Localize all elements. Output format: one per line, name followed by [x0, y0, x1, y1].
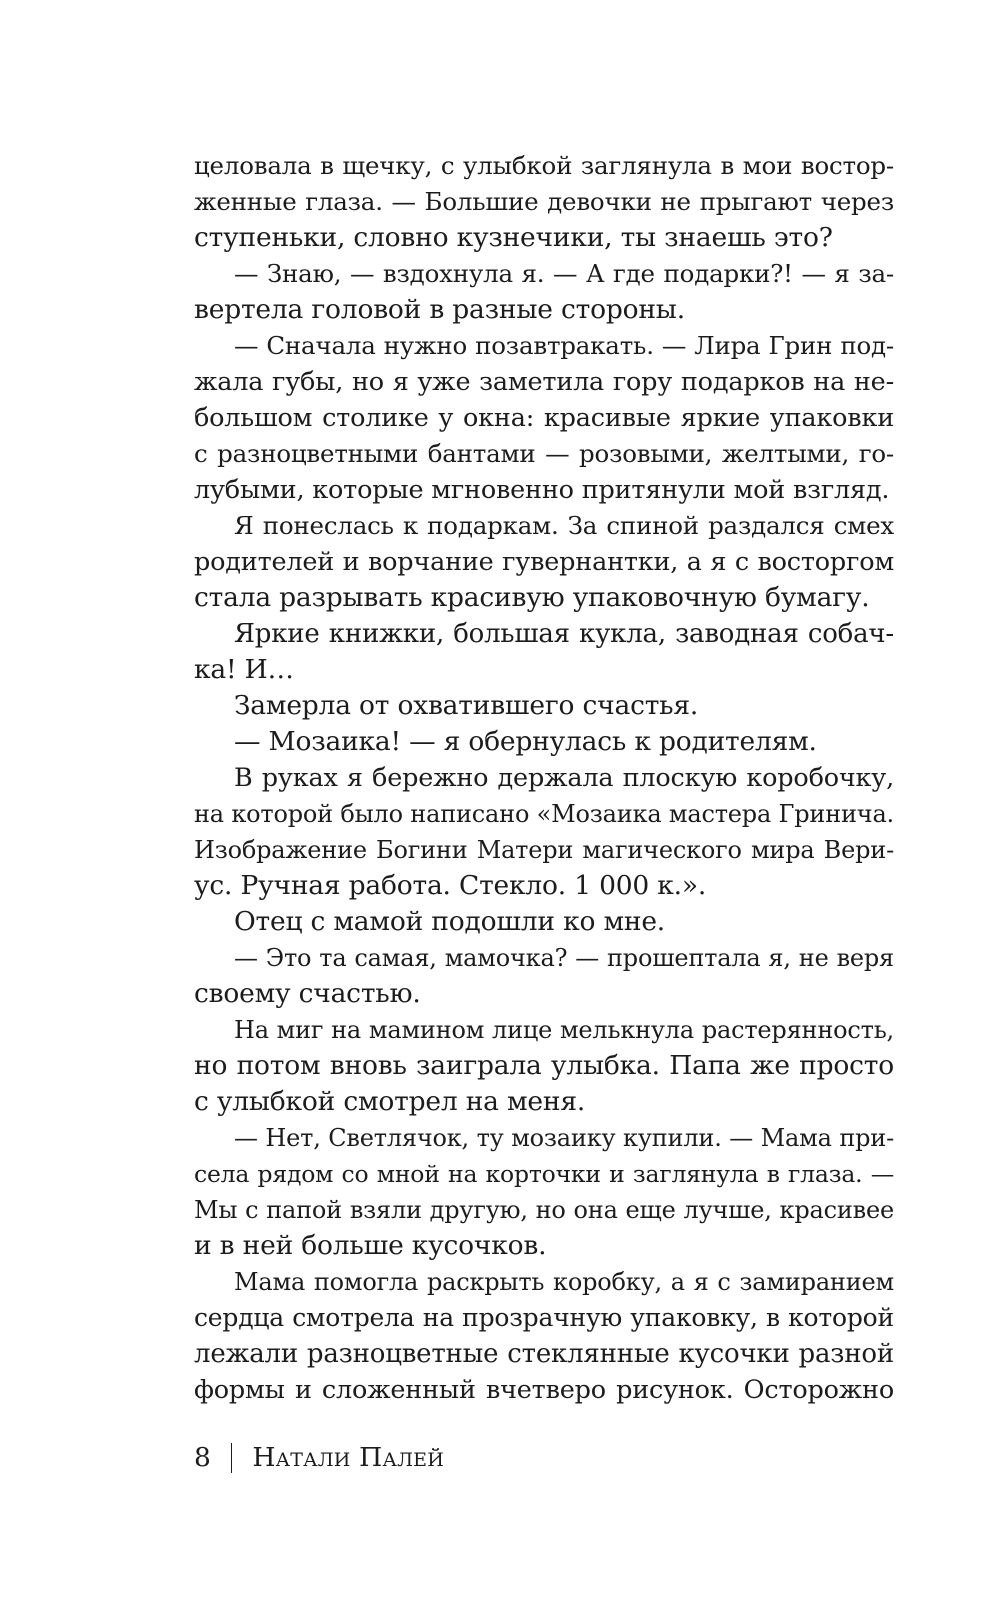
text-line: вертела головой в разные стороны. [194, 294, 685, 325]
text-line: Изображение Богини Матери магического мира Вери- [194, 836, 894, 864]
text-line: ка! И… [194, 654, 294, 685]
text-line: Замерла от охватившего счастья. [234, 690, 699, 721]
text-line: — Мозаика! — я обернулась к родителям. [234, 726, 817, 757]
text-line: большом столике у окна: красивые яркие упаковки [194, 403, 894, 433]
text-line: ус. Ручная работа. Стекло. 1 000 к.». [194, 870, 707, 901]
text-line: на которой было написано «Мозаика мастера Гринича. [194, 800, 894, 828]
text-line: — Сначала нужно позавтракать. — Лира Грин под- [234, 331, 894, 360]
text-line: Отец с мамой подошли ко мне. [234, 906, 666, 937]
text-line: сердца смотрела на прозрачную упаковку, в которой [194, 1303, 894, 1332]
body-text [194, 148, 894, 1408]
text-line: Я понеслась к подаркам. За спиной раздался смех [234, 511, 894, 540]
text-line: Мы с папой взяли другую, но она еще лучше, красивее [194, 1196, 894, 1224]
text-line: родителей и ворчание гувернантки, а я с восторгом [194, 547, 894, 577]
text-line: лубыми, которые мгновенно притянули мой взгляд. [194, 475, 890, 505]
text-line: — Знаю, — вздохнула я. — А где подарки?! — я за- [234, 259, 894, 288]
text-line: стала разрывать красивую упаковочную бумагу. [194, 582, 870, 613]
text-line: с разноцветными бантами — розовыми, желтыми, го- [194, 439, 894, 468]
text-line: женные глаза. — Большие девочки не прыгают через [194, 187, 894, 216]
text-line: с улыбкой смотрел на меня. [194, 1086, 586, 1117]
text-line: На миг на мамином лице мелькнула растерянность, [234, 1016, 894, 1044]
text-line: но потом вновь заиграла улыбка. Папа же просто [194, 1050, 894, 1081]
page-number: 8 [194, 1442, 211, 1473]
text-line: ступеньки, словно кузнечики, ты знаешь это? [194, 222, 833, 253]
text-line: — Это та самая, мамочка? — прошептала я, не веря [234, 944, 894, 972]
author-name: Натали Палей [252, 1442, 444, 1473]
text-line: Мама помогла раскрыть коробку, а я с замиранием [234, 1268, 894, 1296]
footer-separator [231, 1443, 233, 1473]
text-line: — Нет, Светлячок, ту мозаику купили. — Мама при- [234, 1124, 894, 1152]
page-footer [194, 1438, 444, 1478]
text-line: целовала в щечку, с улыбкой заглянула в мои востор- [194, 151, 894, 180]
text-line: В руках я бережно держала плоскую коробочку, [234, 763, 894, 793]
text-line: села рядом со мной на корточки и заглянула в глаза. — [194, 1160, 894, 1188]
text-line: и в ней больше кусочков. [194, 1230, 547, 1261]
text-line: своему счастью. [194, 978, 421, 1009]
text-line: лежали разноцветные стеклянные кусочки разной [194, 1339, 894, 1369]
text-line: формы и сложенный вчетверо рисунок. Осторожно [194, 1375, 894, 1405]
text-line: Яркие книжки, большая кукла, заводная собач- [234, 619, 894, 649]
text-line: жала губы, но я уже заметила гору подарков на не- [194, 367, 894, 397]
